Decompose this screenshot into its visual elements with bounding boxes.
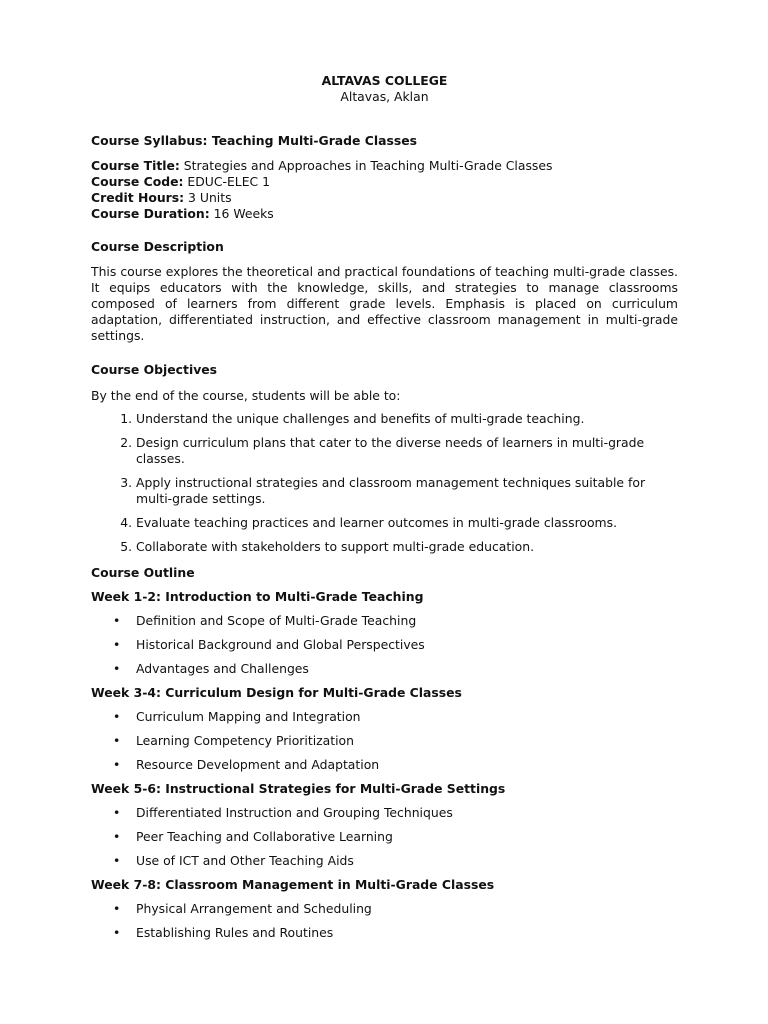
topic-item [113, 925, 678, 941]
objective-item: 4. Evaluate teaching practices and learner outcomes in multi-grade classrooms. [136, 515, 678, 531]
week-topics [91, 613, 678, 677]
college-location: Altavas, Aklan [340, 89, 429, 104]
bullet-icon: • [113, 661, 121, 676]
syllabus-title: Course Syllabus: Teaching Multi-Grade Classes [91, 133, 417, 148]
topic-text: Use of ICT and Other Teaching Aids [136, 853, 354, 868]
course-code-label: Course Code: [91, 174, 184, 189]
course-info [91, 158, 678, 222]
bullet-icon: • [113, 805, 121, 820]
bullet-icon: • [113, 733, 121, 748]
topic-text: Physical Arrangement and Scheduling [136, 901, 372, 916]
objective-item: 1. Understand the unique challenges and benefits of multi-grade teaching. [136, 411, 678, 427]
topic-item [113, 661, 678, 677]
topic-item [113, 637, 678, 653]
week-heading: Week 3-4: Curriculum Design for Multi-Grade Classes [91, 685, 462, 700]
syllabus-content [91, 73, 678, 949]
topic-text: Peer Teaching and Collaborative Learning [136, 829, 393, 844]
week-topics [91, 709, 678, 773]
credit-hours-value: 3 Units [184, 190, 232, 205]
objective-item: 3. Apply instructional strategies and classroom management techniques suitable for multi-grade settings. [136, 475, 678, 507]
topic-text: Curriculum Mapping and Integration [136, 709, 361, 724]
outline-heading: Course Outline [91, 565, 195, 580]
bullet-icon: • [113, 613, 121, 628]
topic-text: Historical Background and Global Perspectives [136, 637, 425, 652]
topic-text: Establishing Rules and Routines [136, 925, 334, 940]
objective-item: 2. Design curriculum plans that cater to the diverse needs of learners in multi-grade classes. [136, 435, 678, 467]
topic-item [113, 901, 678, 917]
objectives-list [91, 411, 678, 555]
topic-item [113, 733, 678, 749]
course-code-line [91, 174, 678, 190]
week-heading: Week 5-6: Instructional Strategies for Multi-Grade Settings [91, 781, 506, 796]
credit-hours-line [91, 190, 678, 206]
description-text: This course explores the theoretical and practical foundations of teaching multi-grade classes. It equips educators with the knowledge, skills, and strategies to manage classrooms composed of learners from different grade levels. Emphasis is placed on curriculum adaptation, differentiated instruction, and effective classroom management in multi-grade settings. [91, 264, 678, 343]
course-duration-line [91, 206, 678, 222]
topic-text: Resource Development and Adaptation [136, 757, 380, 772]
topic-item [113, 613, 678, 629]
course-duration-value: 16 Weeks [209, 206, 274, 221]
topic-text: Differentiated Instruction and Grouping Techniques [136, 805, 453, 820]
bullet-icon: • [113, 925, 121, 940]
bullet-icon: • [113, 853, 121, 868]
topic-item [113, 805, 678, 821]
topic-item [113, 709, 678, 725]
topic-item [113, 757, 678, 773]
objective-item: 5. Collaborate with stakeholders to support multi-grade education. [136, 539, 678, 555]
week-heading: Week 7-8: Classroom Management in Multi-Grade Classes [91, 877, 495, 892]
bullet-icon: • [113, 757, 121, 772]
college-name: ALTAVAS COLLEGE [321, 73, 448, 88]
topic-text: Advantages and Challenges [136, 661, 309, 676]
objectives-intro: By the end of the course, students will be able to: [91, 388, 401, 403]
bullet-icon: • [113, 709, 121, 724]
week-topics [91, 901, 678, 941]
course-title-value: Strategies and Approaches in Teaching Multi-Grade Classes [179, 158, 553, 173]
topic-text: Learning Competency Prioritization [136, 733, 354, 748]
week-heading: Week 1-2: Introduction to Multi-Grade Teaching [91, 589, 424, 604]
course-title-line [91, 158, 678, 174]
topic-item [113, 829, 678, 845]
bullet-icon: • [113, 829, 121, 844]
description-heading: Course Description [91, 239, 224, 254]
objectives-heading: Course Objectives [91, 362, 218, 377]
bullet-icon: • [113, 637, 121, 652]
topic-text: Definition and Scope of Multi-Grade Teaching [136, 613, 417, 628]
course-title-label: Course Title: [91, 158, 180, 173]
course-duration-label: Course Duration: [91, 206, 210, 221]
course-code-value: EDUC-ELEC 1 [183, 174, 271, 189]
credit-hours-label: Credit Hours: [91, 190, 185, 205]
topic-item [113, 853, 678, 869]
week-topics [91, 805, 678, 869]
bullet-icon: • [113, 901, 121, 916]
